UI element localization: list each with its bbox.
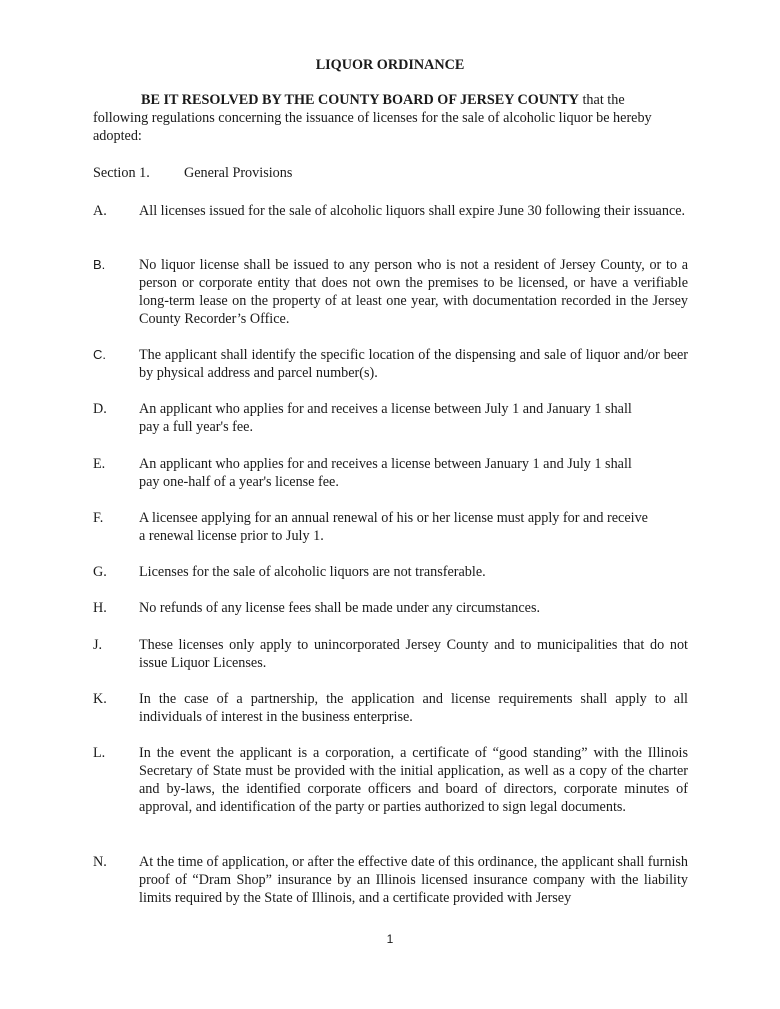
provision-text: All licenses issued for the sale of alcoholic liquors shall expire June 30 following their issuance.	[139, 203, 686, 219]
document-title: LIQUOR ORDINANCE	[315, 57, 465, 73]
provision-text: At the time of application, or after the effective date of this ordinance, the applicant shall furnish proof of “Dram Shop” insurance by an Illinois licensed insurance company with the liability limits required by the State of Illinois, and a certificate provided with Jersey	[139, 854, 688, 906]
section-heading	[93, 164, 593, 182]
section-title: General Provisions	[184, 165, 293, 181]
resolution-bold-text: BE IT RESOLVED BY THE COUNTY BOARD OF JERSEY COUNTY	[141, 92, 579, 108]
resolution-text: that the following regulations concerning the issuance of licenses for the sale of alcoholic liquor be hereby adopted:	[93, 92, 652, 144]
resolution-paragraph	[93, 91, 653, 145]
provision-letter: D.	[93, 401, 107, 417]
provision-text: A licensee applying for an annual renewal of his or her license must apply for and receive a renewal license prior to July 1.	[139, 510, 648, 544]
provision-text: No refunds of any license fees shall be made under any circumstances.	[139, 600, 541, 616]
provision-letter: N.	[93, 854, 107, 870]
provision-letter: A.	[93, 203, 107, 219]
provision-text: An applicant who applies for and receives a license between July 1 and January 1 shall pay a full year's fee.	[139, 401, 632, 435]
provision-letter: F.	[93, 510, 104, 526]
provision-letter: L.	[93, 745, 106, 761]
provision-text: These licenses only apply to unincorporated Jersey County and to municipalities that do not issue Liquor Licenses.	[139, 637, 688, 671]
provision-text: An applicant who applies for and receives a license between January 1 and July 1 shall pay one-half of a year's license fee.	[139, 456, 632, 490]
provision-letter: E.	[93, 456, 106, 472]
section-number: Section 1.	[93, 165, 150, 181]
provision-text: Licenses for the sale of alcoholic liquors are not transferable.	[139, 564, 486, 580]
provision-letter: G.	[93, 564, 107, 580]
provision-letter: K.	[93, 691, 107, 707]
provision-text: No liquor license shall be issued to any person who is not a resident of Jersey County, or to a person or corporate entity that does not own the premises to be licensed, or have a verifiable long-term lease on the property of at least one year, with documentation recorded in the Jersey County Recorder’s Office.	[139, 257, 688, 327]
provision-letter: J.	[93, 637, 103, 653]
provision-text: In the case of a partnership, the application and license requirements shall apply to all individuals of interest in the business enterprise.	[139, 691, 688, 725]
provision-text: In the event the applicant is a corporation, a certificate of “good standing” with the Illinois Secretary of State must be provided with the initial application, as well as a copy of the charter and by-laws, the identified corporate officers and board of directors, corporate minutes of approval, and identification of the party or parties authorized to sign legal documents.	[139, 745, 688, 815]
provision-text: The applicant shall identify the specific location of the dispensing and sale of liquor and/or beer by physical address and parcel number(s).	[139, 347, 688, 381]
provision-letter: C.	[93, 347, 106, 362]
provision-letter: B.	[93, 257, 106, 272]
provision-letter: H.	[93, 600, 107, 616]
page-number: 1	[386, 932, 394, 946]
